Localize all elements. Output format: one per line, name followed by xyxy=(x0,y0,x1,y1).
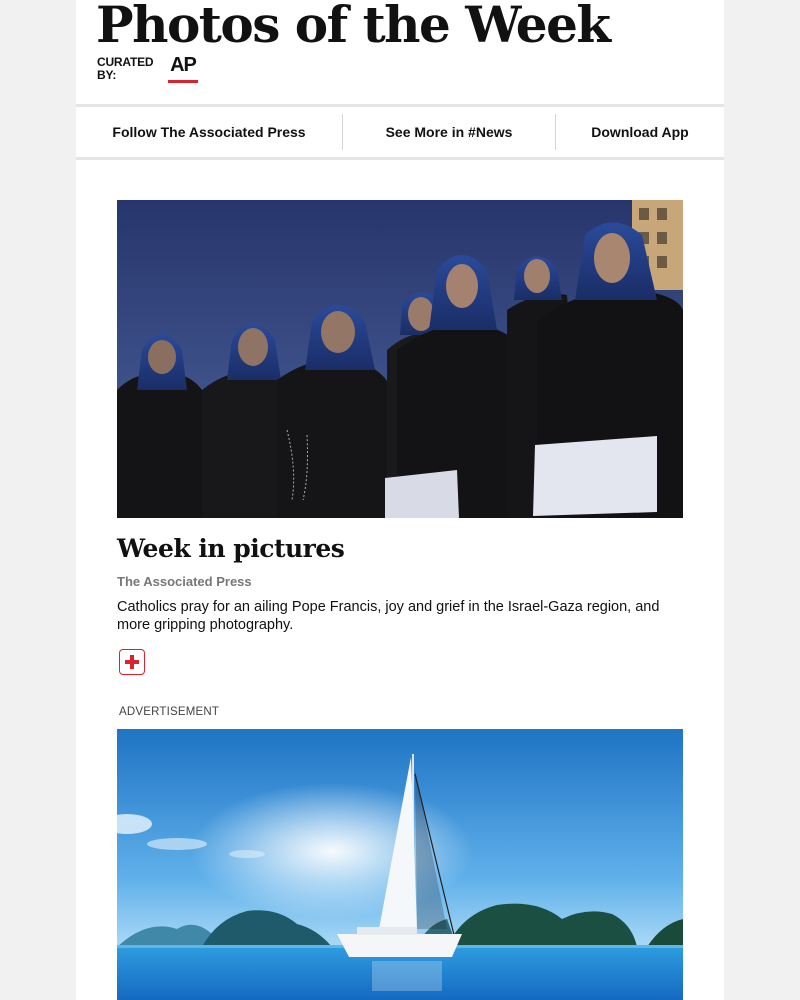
nav-see-more-news[interactable]: See More in #News xyxy=(343,114,556,150)
ad-image[interactable] xyxy=(117,729,683,1000)
hero-photo-image xyxy=(117,200,683,518)
ad-sailboat-image xyxy=(117,729,683,1000)
plus-icon xyxy=(125,655,139,669)
masthead xyxy=(76,0,724,104)
page-title: Photos of the Week xyxy=(96,0,610,54)
advertisement-label: ADVERTISEMENT xyxy=(119,706,220,718)
nav-bar xyxy=(76,104,724,160)
email-container xyxy=(76,0,724,1000)
ap-logo-text: AP xyxy=(170,54,196,76)
hero-photo[interactable] xyxy=(117,200,683,518)
article-source: The Associated Press xyxy=(117,574,252,589)
ap-logo[interactable] xyxy=(168,54,198,83)
nav-download-app[interactable]: Download App xyxy=(591,124,689,140)
article-summary: Catholics pray for an ailing Pope Francis, joy and grief in the Israel-Gaza region, and more gripping photography. xyxy=(117,599,660,633)
curated-by-label: CURATED BY: xyxy=(97,55,154,82)
ap-logo-underline xyxy=(168,80,198,83)
nav-follow-ap[interactable]: Follow The Associated Press xyxy=(76,114,343,150)
save-button[interactable] xyxy=(119,649,145,675)
article-title[interactable]: Week in pictures xyxy=(117,534,345,563)
